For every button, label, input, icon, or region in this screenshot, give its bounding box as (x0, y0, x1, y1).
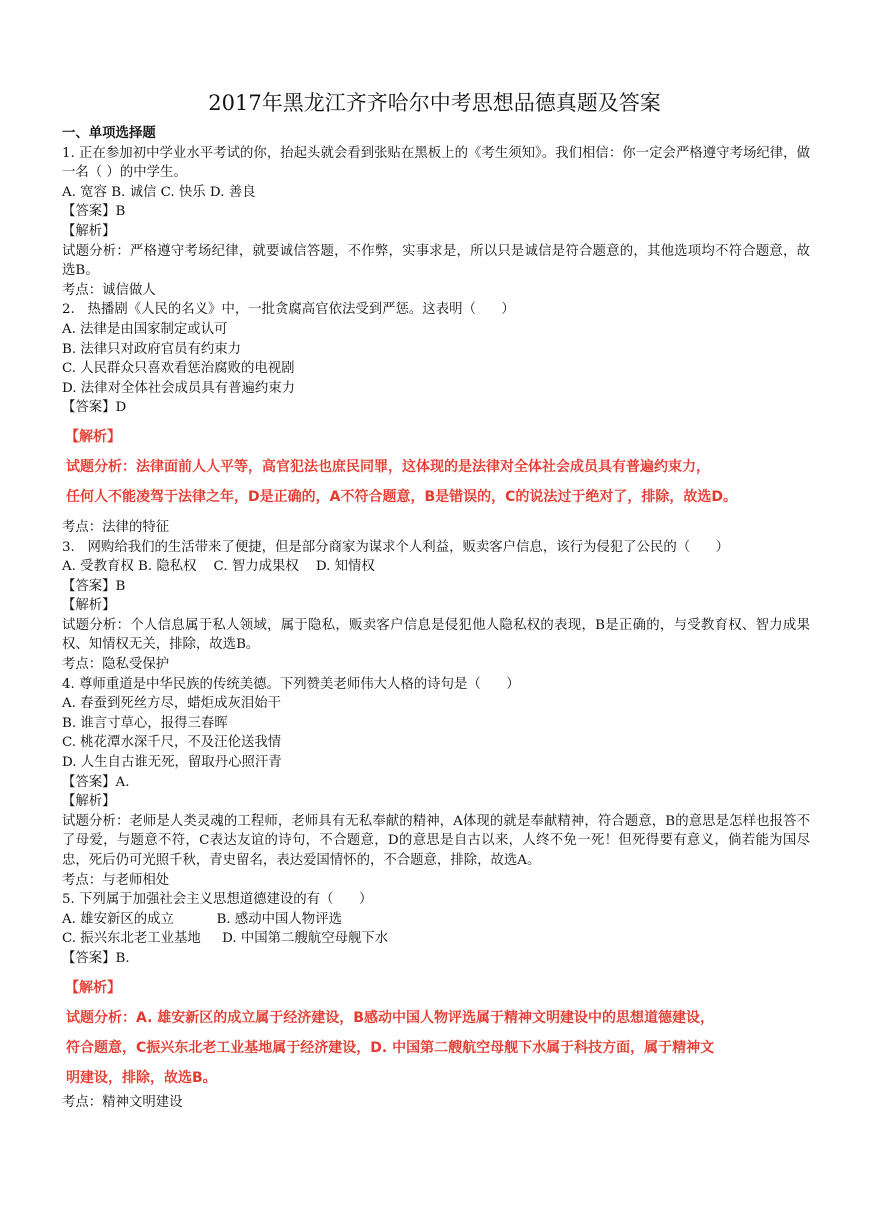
q5-analysis-line-2: 符合题意，C振兴东北老工业基地属于经济建设，D. 中国第二艘航空母舰下水属于科技方面，属于精神文 (66, 1039, 715, 1056)
q4-answer: 【答案】A. (62, 774, 130, 790)
q4-option-b: B. 谁言寸草心，报得三春晖 (62, 715, 228, 731)
q4-analysis: 试题分析：老师是人类灵魂的工程师，老师具有无私奉献的精神，A体现的就是奉献精神，符合题意，B的意思是怎样也报答不了母爱，与题意不符，C表达友谊的诗句，不合题意，D的意思是自古以来，人终不免一死！但死得要有意义，倘若能为国尽忠，死后仍可光照千秋，青史留名，表达爱国情怀的，不合题意，排除，故选A。 (62, 813, 810, 868)
q2-analysis-line-2: 任何人不能凌驾于法律之年，D是正确的，A不符合题意，B是错误的，C的说法过于绝对了，排除，故选D。 (66, 488, 738, 505)
q2-stem: 2. 热播剧《人民的名义》中，一批贪腐高官依法受到严惩。这表明（ ） (62, 302, 515, 318)
q4-stem: 4. 尊师重道是中华民族的传统美德。下列赞美老师伟大人格的诗句是（ ） (62, 676, 520, 692)
q2-option-b: B. 法律只对政府官员有约束力 (62, 341, 242, 357)
q5-analysis-line-1: 试题分析：A. 雄安新区的成立属于经济建设，B感动中国人物评选属于精神文明建设中的思想道德建设， (66, 1009, 714, 1026)
q4-option-d: D. 人生自古谁无死，留取丹心照汗青 (62, 755, 282, 771)
q2-option-c: C. 人民群众只喜欢看惩治腐败的电视剧 (62, 361, 295, 377)
q3-knowledge-point: 考点：隐私受保护 (62, 657, 170, 673)
q3-analysis-label: 【解析】 (62, 598, 116, 614)
q4-knowledge-point: 考点：与老师相处 (62, 872, 170, 888)
document-body (62, 124, 810, 1112)
q1-options: A. 宽容 B. 诚信 C. 快乐 D. 善良 (62, 184, 256, 200)
q1-analysis-label: 【解析】 (62, 223, 116, 239)
q2-answer: 【答案】D (62, 400, 127, 416)
q4-option-a: A. 春蚕到死丝方尽，蜡炬成灰泪始干 (62, 696, 282, 712)
q2-option-d: D. 法律对全体社会成员具有普遍约束力 (62, 380, 296, 396)
q5-stem: 5. 下列属于加强社会主义思想道德建设的有（ ） (62, 892, 373, 908)
q5-analysis-label: 【解析】 (65, 979, 121, 996)
q3-options: A. 受教育权 B. 隐私权 C. 智力成果权 D. 知情权 (62, 559, 375, 575)
q4-analysis-label: 【解析】 (62, 794, 116, 810)
q5-options-ab: A. 雄安新区的成立 B. 感动中国人物评选 (62, 911, 342, 927)
q2-analysis-line-1: 试题分析：法律面前人人平等，高官犯法也庶民同罪，这体现的是法律对全体社会成员具有普遍约束力， (66, 458, 710, 475)
q1-answer: 【答案】B (62, 204, 126, 220)
document-title: 2017年黑龙江齐齐哈尔中考思想品德真题及答案 (208, 91, 661, 115)
q5-knowledge-point: 考点：精神文明建设 (62, 1094, 183, 1110)
q3-answer: 【答案】B (62, 578, 126, 594)
q2-option-a: A. 法律是由国家制定或认可 (62, 321, 228, 337)
q5-options-cd: C. 振兴东北老工业基地 D. 中国第二艘航空母舰下水 (62, 931, 389, 947)
q1-analysis: 试题分析：严格遵守考场纪律，就要诚信答题，不作弊，实事求是，所以只是诚信是符合题意的，其他选项均不符合题意，故选B。 (62, 243, 810, 279)
q1-knowledge-point: 考点：诚信做人 (62, 282, 156, 298)
q5-analysis-line-3: 明建设，排除，故选B。 (66, 1069, 217, 1086)
section-heading: 一、单项选择题 (62, 126, 156, 141)
q5-answer: 【答案】B. (62, 950, 130, 966)
q3-stem: 3. 网购给我们的生活带来了便捷，但是部分商家为谋求个人利益，贩卖客户信息，该行为侵犯了公民的（ ） (62, 539, 730, 555)
q2-analysis-label: 【解析】 (65, 428, 121, 445)
q4-option-c: C. 桃花潭水深千尺，不及汪伦送我情 (62, 735, 282, 751)
q1-stem: 1. 正在参加初中学业水平考试的你，抬起头就会看到张贴在黑板上的《考生须知》。我们相信：你一定会严格遵守考场纪律，做一名（ ）的中学生。 (62, 145, 810, 181)
q2-knowledge-point: 考点：法律的特征 (62, 519, 170, 535)
q3-analysis: 试题分析：个人信息属于私人领域，属于隐私，贩卖客户信息是侵犯他人隐私权的表现，B是正确的，与受教育权、智力成果权、知情权无关，排除，故选B。 (62, 617, 810, 653)
